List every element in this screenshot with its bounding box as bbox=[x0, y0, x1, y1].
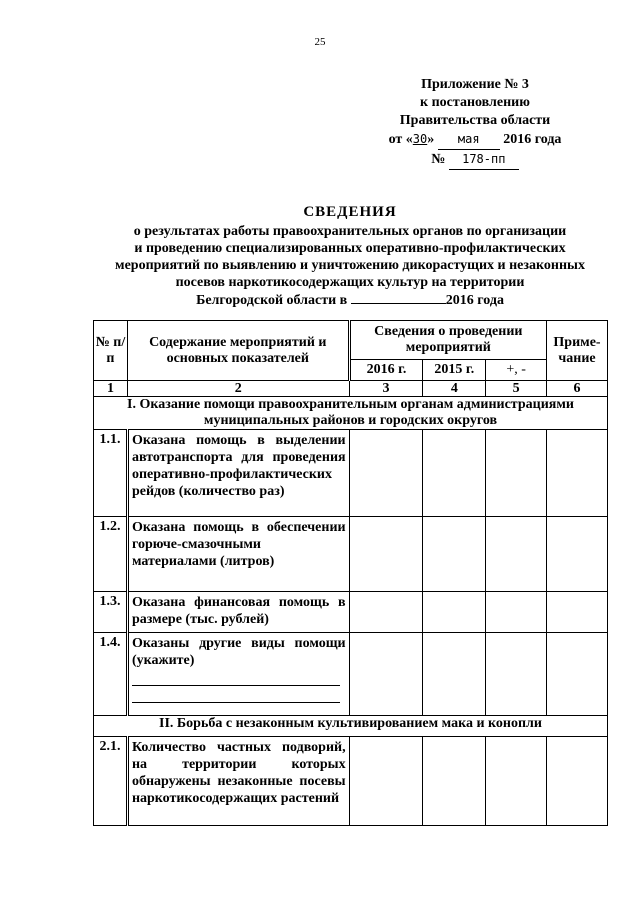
cell-note[interactable] bbox=[547, 430, 608, 517]
section-title: I. Оказание помощи правоохранительным органам администрациями муниципальных районов и городских округов bbox=[94, 397, 608, 430]
row-description: Оказана помощь в обеспечении горюче-смазочными материалами (литров) bbox=[127, 517, 349, 592]
row-number: 1.2. bbox=[94, 517, 128, 592]
row-description-with-blanks bbox=[127, 633, 349, 716]
date-prefix: от « bbox=[388, 132, 413, 147]
table-row bbox=[94, 517, 608, 592]
number-value: 178-пп bbox=[462, 152, 506, 166]
report-table bbox=[93, 320, 608, 826]
page-number: 25 bbox=[314, 36, 326, 48]
title-line: посевов наркотикосодержащих культур на территории bbox=[175, 275, 525, 290]
section-row bbox=[94, 716, 608, 737]
cell-2016[interactable] bbox=[349, 737, 423, 826]
cell-note[interactable] bbox=[547, 517, 608, 592]
period-prefix: Белгородской области в bbox=[196, 293, 348, 308]
cell-note[interactable] bbox=[547, 592, 608, 633]
section-row bbox=[94, 397, 608, 430]
number-field bbox=[449, 150, 519, 170]
title-line: и проведению специализированных оперативно-профилактических bbox=[134, 241, 566, 256]
appendix-block bbox=[360, 76, 590, 170]
header-info: Сведения о проведении мероприятий bbox=[349, 321, 546, 360]
cell-2016[interactable] bbox=[349, 592, 423, 633]
col-number: 6 bbox=[547, 381, 608, 397]
col-number: 2 bbox=[127, 381, 349, 397]
row-number: 2.1. bbox=[94, 737, 128, 826]
cell-2015[interactable] bbox=[423, 633, 486, 716]
cell-2016[interactable] bbox=[349, 430, 423, 517]
appendix-title: Приложение № 3 bbox=[421, 77, 529, 92]
cell-diff[interactable] bbox=[486, 430, 547, 517]
row-description: Оказана финансовая помощь в размере (тыс. рублей) bbox=[127, 592, 349, 633]
row-number: 1.4. bbox=[94, 633, 128, 716]
cell-diff[interactable] bbox=[486, 633, 547, 716]
period-suffix: 2016 года bbox=[445, 293, 504, 308]
date-mid: » bbox=[427, 132, 435, 147]
col-number: 1 bbox=[94, 381, 128, 397]
appendix-line: Правительства области bbox=[399, 113, 551, 128]
cell-2016[interactable] bbox=[349, 633, 423, 716]
row-description: Оказана помощь в выделении автотранспорта для проведения оперативно-профилактических рейдов (количество раз) bbox=[127, 430, 349, 517]
header-note: Приме-чание bbox=[547, 321, 608, 381]
blank-line[interactable] bbox=[132, 688, 340, 703]
date-day: 30 bbox=[412, 132, 428, 146]
col-number: 3 bbox=[349, 381, 423, 397]
cell-2015[interactable] bbox=[423, 592, 486, 633]
cell-2015[interactable] bbox=[423, 517, 486, 592]
title-line: мероприятий по выявлению и уничтожению дикорастущих и незаконных bbox=[115, 258, 585, 273]
cell-2016[interactable] bbox=[349, 517, 423, 592]
header-row bbox=[94, 321, 608, 360]
date-year: 2016 года bbox=[503, 132, 562, 147]
title-period-line bbox=[100, 291, 600, 309]
period-blank bbox=[351, 291, 446, 304]
section-title: II. Борьба с незаконным культивированием мака и конопли bbox=[94, 716, 608, 737]
row-number: 1.3. bbox=[94, 592, 128, 633]
col-number: 4 bbox=[423, 381, 486, 397]
table-row bbox=[94, 592, 608, 633]
header-2016: 2016 г. bbox=[349, 360, 423, 381]
title-line: о результатах работы правоохранительных органов по организации bbox=[133, 224, 567, 239]
header-2015: 2015 г. bbox=[423, 360, 486, 381]
cell-diff[interactable] bbox=[486, 517, 547, 592]
cell-note[interactable] bbox=[547, 737, 608, 826]
appendix-date bbox=[360, 130, 590, 150]
date-month: мая bbox=[457, 132, 480, 146]
header-content: Содержание мероприятий и основных показателей bbox=[127, 321, 349, 381]
column-number-row bbox=[94, 381, 608, 397]
cell-diff[interactable] bbox=[486, 737, 547, 826]
appendix-line: к постановлению bbox=[420, 95, 530, 110]
col-number: 5 bbox=[486, 381, 547, 397]
header-diff: +, - bbox=[486, 360, 547, 381]
cell-note[interactable] bbox=[547, 633, 608, 716]
number-prefix: № bbox=[431, 152, 446, 167]
table-row bbox=[94, 430, 608, 517]
blank-line[interactable] bbox=[132, 671, 340, 686]
cell-diff[interactable] bbox=[486, 592, 547, 633]
document-title bbox=[100, 204, 600, 309]
table-row bbox=[94, 633, 608, 716]
header-num: № п/п bbox=[94, 321, 128, 381]
row-description: Количество частных подворий, на территории которых обнаружены незаконные посевы наркотикосодержащих растений bbox=[127, 737, 349, 826]
row-description: Оказаны другие виды помощи (укажите) bbox=[131, 636, 346, 668]
cell-2015[interactable] bbox=[423, 430, 486, 517]
appendix-number bbox=[360, 150, 590, 170]
row-number: 1.1. bbox=[94, 430, 128, 517]
title-heading: СВЕДЕНИЯ bbox=[303, 204, 397, 220]
table-row bbox=[94, 737, 608, 826]
cell-2015[interactable] bbox=[423, 737, 486, 826]
date-month-field bbox=[438, 130, 500, 150]
